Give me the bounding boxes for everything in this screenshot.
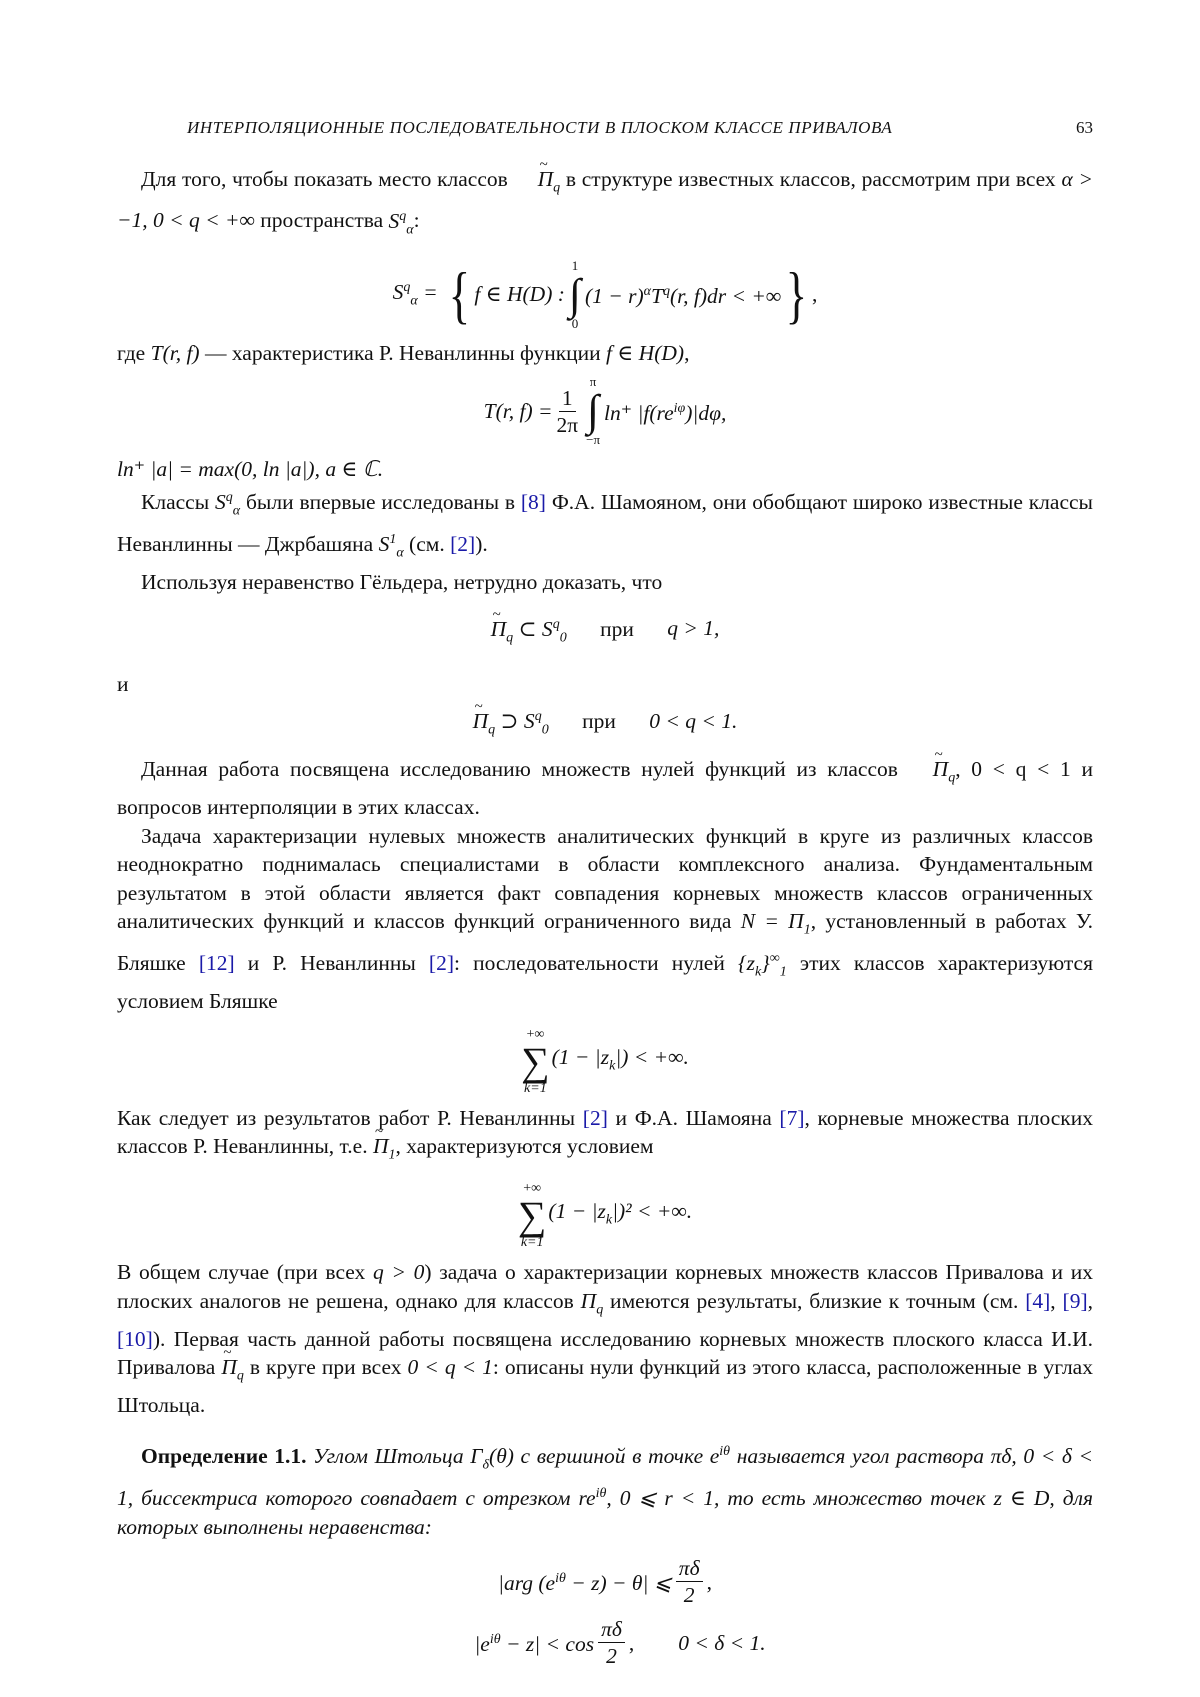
equation-s-alpha: $S^q_\alpha$ = { f ∈ H(D) : 1 ∫ 0 $(1 - r)^\alpha T^q(r$, f)dr < +∞ } , — [392, 257, 818, 331]
word-and: и — [117, 672, 129, 697]
equation-nevanlinna-t: T(r, f) = $\frac{1}{2\pi}$ π ∫ −π ln⁺ $|f(re^{i\varphi})|d\varphi$, — [483, 374, 727, 448]
running-header — [187, 114, 1093, 143]
definition-1-1: Определение 1.1. Углом Штольца $\Gamma_\delta(\theta)$ с вершиной в точке $e^{i\theta}$ называется угол раствора πδ, 0 < δ < 1, биссектриса которого совпадает с отрезком $re^{i\theta}$, 0 ⩽ r < 1, то есть множество точек z ∈ D, для которых выполнены неравенства: — [117, 1443, 1093, 1539]
citation-2[interactable]: [2] — [450, 531, 476, 556]
citation-2c[interactable]: [2] — [582, 1105, 608, 1130]
page-number: 63 — [1076, 118, 1093, 137]
paragraph-work-scope: Данная работа посвящена исследованию множеств нулей функций из классов ~ $\Pi_q$, 0 < q < 1 и вопросов интерполяции в этих классах. — [117, 755, 1093, 821]
citation-9[interactable]: [9] — [1062, 1288, 1088, 1313]
equation-inclusion-2: ~ $\Pi_q$ ⊃ $S^q_0$ при 0 < q < 1. — [117, 703, 1093, 745]
equation-blaschke: +∞ ∑ k=1 $(1 - |z_k|)$ < +∞. — [521, 1026, 689, 1096]
citation-7[interactable]: [7] — [779, 1105, 805, 1130]
definition-title: Определение 1.1. — [141, 1444, 307, 1469]
paragraph-lnplus: ln⁺ |a| = max(0, ln |a|), a ∈ ℂ. — [117, 457, 384, 482]
citation-10[interactable]: [10] — [117, 1326, 153, 1351]
equation-stolz-1: |arg $(e^{i\theta} - z) - \theta|$ ⩽ $\frac{\pi\delta}{2}$ , — [498, 1556, 712, 1608]
running-title: ИНТЕРПОЛЯЦИОННЫЕ ПОСЛЕДОВАТЕЛЬНОСТИ В ПЛОСКОМ КЛАССЕ ПРИВАЛОВА — [187, 118, 893, 137]
citation-12[interactable]: [12] — [198, 951, 235, 976]
paragraph-intro: Для того, чтобы показать место классов ~ $\Pi_q$ в структуре известных классов, рассмотрим при всех α > −1, 0 < q < +∞ пространства $S^q_\alpha$: — [117, 165, 1093, 245]
equation-inclusion-1: ~ $\Pi_q$ ⊂ $S^q_0$ при q > 1, — [117, 610, 1093, 652]
equation-stolz-2: $|e^{i\theta} - z| < \cos$ $\frac{\pi\delta}{2}$ , 0 < δ < 1. — [474, 1617, 766, 1669]
paragraph-classes: Классы $S^q_\alpha$ были впервые исследованы в [8] Ф.А. Шамояном, они обобщают широко известные классы Неванлинны — Джрбашяна $S^1_\alpha$ (см. [2]). — [117, 489, 1093, 561]
page — [117, 100, 1093, 1677]
citation-2b[interactable]: [2] — [428, 951, 454, 976]
equation-flat-condition: +∞ ∑ k=1 $(1 - |z_k|)^2$ < +∞. — [517, 1181, 693, 1251]
citation-4[interactable]: [4] — [1025, 1288, 1051, 1313]
paragraph-general-case: В общем случае (при всех q > 0) задача о характеризации корневых множеств классов Привалова и их плоских аналогов не решена, однако для классов $\Pi_q$ имеются результаты, близкие к точным (см. [4], [9], [10]). Первая часть данной работы посвящена исследованию корневых множеств плоского класса И.И. Привалова ~ $\Pi_q$ в круге при всех 0 < q < 1: описаны нули функций из этого класса, расположенные в углах Штольца. — [117, 1258, 1093, 1420]
citation-8[interactable]: [8] — [520, 489, 546, 514]
paragraph-holder: Используя неравенство Гёльдера, нетрудно доказать, что — [141, 569, 663, 594]
paragraph-history: Задача характеризации нулевых множеств аналитических функций в круге из различных классов неоднократно поднималась специалистами в области комплексного анализа. Фундаментальным результатом в этой области является факт совпадения корневых множеств классов ограниченных аналитических функций и классов функций ограниченного вида $N = \Pi_1$, установленный в работах У. Бляшке [12] и Р. Неванлинны [2]: последовательности нулей $\{z_k\}^\infty_1$ этих классов характеризуются условием Бляшке — [117, 823, 1093, 1014]
paragraph-flat-classes: Как следует из результатов работ Р. Неванлинны [2] и Ф.А. Шамояна [7], корневые множества плоских классов Р. Неванлинны, т.е. ~ $\Pi_1$, характеризуются условием — [117, 1104, 1093, 1170]
paragraph-characteristic: где T(r, f) — характеристика Р. Неванлинны функции f ∈ H(D), — [117, 340, 690, 365]
